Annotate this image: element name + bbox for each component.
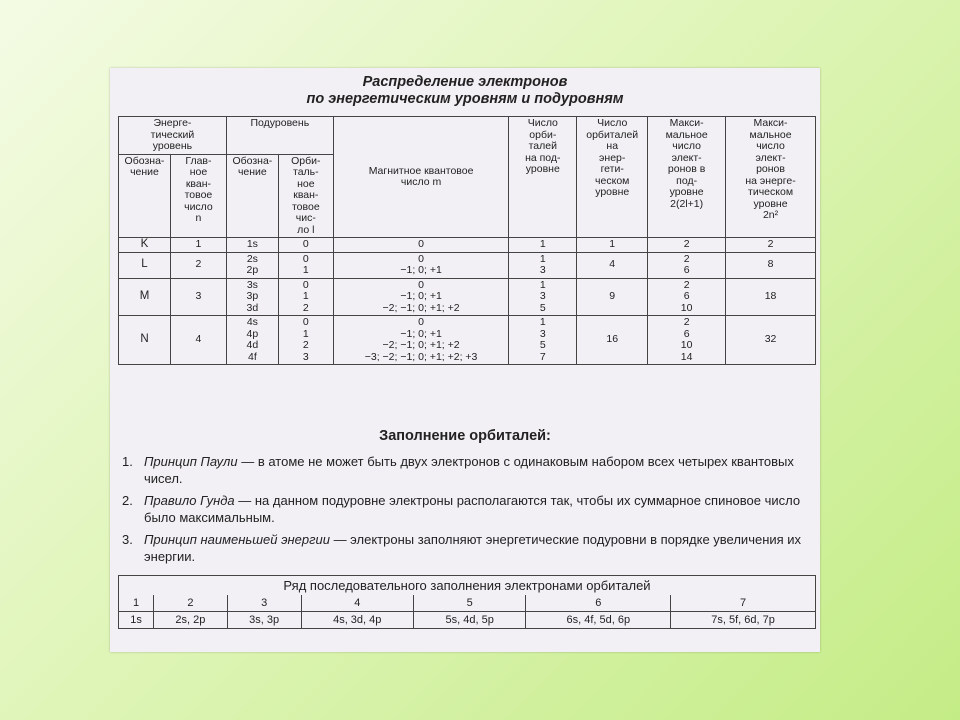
rule-item bbox=[122, 453, 816, 487]
title-line-1: Распределение электронов bbox=[362, 74, 568, 90]
sequence-value: 4s, 3d, 4p bbox=[301, 612, 413, 629]
header-line: уровне bbox=[595, 186, 630, 198]
header-principal-qn bbox=[170, 154, 226, 238]
cell-max-level: 32 bbox=[726, 316, 816, 365]
cell-orbitals-sublevel-value: 3 bbox=[539, 290, 546, 302]
cell-orbitals-level: 16 bbox=[577, 316, 648, 365]
header-line: число bbox=[184, 200, 213, 213]
header-line: число bbox=[672, 140, 701, 152]
cell-max-sublevel-value: 2 bbox=[683, 252, 690, 265]
cell-principal-qn: 2 bbox=[170, 252, 226, 278]
header-line: на энерге- bbox=[745, 174, 796, 187]
header-line: элект- bbox=[671, 151, 702, 164]
header-line: ло l bbox=[297, 223, 315, 236]
cell-sublevel bbox=[226, 316, 278, 365]
cell-orbital-qn-value: 0 bbox=[302, 316, 309, 328]
cell-magnetic-qn bbox=[333, 252, 509, 278]
cell-max-level: 2 bbox=[726, 238, 816, 253]
cell-orbital-qn bbox=[278, 316, 333, 365]
cell-sublevel-value: 4f bbox=[247, 350, 257, 363]
cell-sublevel-value: 3s bbox=[246, 278, 258, 291]
cell-max-sublevel-value: 6 bbox=[683, 290, 690, 302]
cell-orbitals-sublevel-value: 5 bbox=[539, 339, 546, 351]
header-line: 2(2l+1) bbox=[670, 197, 704, 210]
header-line: товое bbox=[184, 189, 213, 201]
header-line: Число bbox=[597, 117, 628, 129]
cell-orbital-qn-value: 0 bbox=[302, 238, 309, 250]
cell-principal-qn: 4 bbox=[170, 316, 226, 365]
header-designation bbox=[119, 154, 171, 238]
cell-orbital-qn-value: 3 bbox=[302, 350, 309, 363]
rule-description: — на данном подуровне электроны располагаются так, чтобы их суммарное спиновое число было максимальным. bbox=[144, 493, 801, 525]
header-orbital-qn bbox=[278, 154, 333, 238]
cell-orbitals-sublevel-value: 7 bbox=[539, 350, 546, 363]
cell-orbitals-sublevel bbox=[509, 316, 577, 365]
cell-orbitals-sublevel bbox=[509, 252, 577, 278]
table-body bbox=[119, 238, 816, 365]
header-line: энер- bbox=[599, 151, 626, 164]
header-line: ное bbox=[297, 177, 315, 190]
cell-orbital-qn-value: 0 bbox=[302, 252, 309, 265]
filling-sequence-table bbox=[118, 575, 816, 629]
header-line: таль- bbox=[293, 166, 319, 178]
table-row bbox=[119, 316, 816, 365]
header-orbitals-level bbox=[577, 117, 648, 238]
header-line: мальное bbox=[749, 128, 792, 141]
sequence-value: 7s, 5f, 6d, 7p bbox=[671, 612, 816, 629]
header-line: уровне bbox=[525, 163, 560, 175]
header-line: Обозна- bbox=[124, 154, 165, 167]
cell-max-sublevel-value: 6 bbox=[683, 327, 690, 340]
header-line: уровне bbox=[669, 186, 704, 198]
rule-description: — электроны заполняют энергетические подуровни в порядке увеличения их энергии. bbox=[144, 532, 802, 564]
sequence-numbers-row bbox=[119, 595, 816, 612]
cell-orbitals-sublevel-value: 1 bbox=[539, 252, 546, 265]
cell-sublevel bbox=[226, 238, 278, 253]
cell-orbital-qn-value: 1 bbox=[302, 264, 309, 276]
sequence-number: 7 bbox=[671, 595, 816, 612]
document-page bbox=[110, 68, 820, 652]
cell-orbitals-sublevel-value: 1 bbox=[539, 278, 546, 291]
cell-magnetic-qn-value: −1; 0; +1 bbox=[400, 290, 442, 302]
rule-number: 2. bbox=[122, 493, 133, 508]
header-line: Орби- bbox=[291, 154, 321, 167]
cell-max-sublevel-value: 10 bbox=[680, 301, 693, 314]
cell-sublevel-value: 4s bbox=[246, 316, 258, 328]
header-orbitals-sublevel bbox=[509, 117, 577, 238]
sequence-value: 2s, 2p bbox=[154, 612, 228, 629]
rule-text bbox=[144, 453, 816, 487]
cell-sublevel-value: 1s bbox=[246, 238, 258, 250]
cell-orbital-qn-value: 2 bbox=[302, 301, 309, 314]
cell-orbitals-level: 1 bbox=[577, 238, 648, 253]
header-line: n bbox=[195, 212, 202, 224]
header-line: на bbox=[606, 140, 619, 152]
cell-level: N bbox=[119, 316, 171, 365]
header-line: тическом bbox=[748, 186, 794, 198]
header-line: число m bbox=[400, 176, 442, 188]
cell-magnetic-qn-value: −1; 0; +1 bbox=[400, 264, 442, 276]
header-line: Энерге- bbox=[153, 117, 192, 129]
cell-max-sublevel bbox=[648, 252, 726, 278]
header-line: уровне bbox=[753, 197, 788, 210]
header-line: уровень bbox=[152, 140, 193, 152]
cell-orbital-qn-value: 2 bbox=[302, 339, 309, 351]
sequence-value: 5s, 4d, 5p bbox=[413, 612, 525, 629]
document-title bbox=[110, 74, 820, 108]
cell-orbitals-sublevel-value: 1 bbox=[539, 316, 546, 328]
cell-max-level: 8 bbox=[726, 252, 816, 278]
header-line: ронов bbox=[756, 163, 785, 175]
header-line: талей bbox=[528, 140, 557, 152]
cell-sublevel bbox=[226, 278, 278, 316]
cell-sublevel-value: 2p bbox=[246, 264, 259, 276]
header-line: Макси- bbox=[753, 117, 788, 129]
cell-sublevel-value: 3d bbox=[246, 301, 259, 314]
header-line: тический bbox=[150, 128, 195, 141]
header-line: ное bbox=[189, 166, 208, 178]
header-line: чис- bbox=[295, 212, 316, 224]
cell-orbitals-sublevel-value: 5 bbox=[539, 301, 546, 314]
rule-item bbox=[122, 531, 816, 565]
cell-max-sublevel-value: 14 bbox=[680, 350, 693, 363]
filling-title: Заполнение орбиталей: bbox=[379, 428, 551, 444]
cell-magnetic-qn-value: −2; −1; 0; +1; +2 bbox=[382, 301, 460, 314]
header-line: 2n² bbox=[762, 209, 779, 221]
header-magnetic-qn bbox=[333, 117, 509, 238]
sequence-number: 3 bbox=[227, 595, 301, 612]
cell-sublevel-value: 2s bbox=[246, 252, 258, 265]
rule-name: Правило Гунда bbox=[144, 493, 235, 508]
cell-magnetic-qn bbox=[333, 278, 509, 316]
header-line: кван- bbox=[185, 177, 212, 190]
header-line: число bbox=[756, 140, 785, 152]
title-line-2: по энергетическим уровням и подуровням bbox=[306, 91, 624, 107]
cell-principal-qn: 3 bbox=[170, 278, 226, 316]
header-line: орби- bbox=[529, 128, 557, 141]
header-line: под- bbox=[676, 174, 698, 187]
cell-sublevel-value: 3p bbox=[246, 290, 259, 302]
cell-orbitals-sublevel-value: 3 bbox=[539, 264, 546, 276]
rule-name: Принцип наименьшей энергии bbox=[144, 532, 330, 547]
cell-max-level: 18 bbox=[726, 278, 816, 316]
table-row bbox=[119, 252, 816, 278]
cell-max-sublevel-value: 2 bbox=[683, 278, 690, 291]
header-sublevel: Подуровень bbox=[226, 117, 333, 155]
cell-orbitals-sublevel bbox=[509, 278, 577, 316]
cell-magnetic-qn-value: 0 bbox=[418, 238, 424, 250]
cell-orbital-qn bbox=[278, 278, 333, 316]
cell-magnetic-qn bbox=[333, 238, 509, 253]
header-sub-designation bbox=[226, 154, 278, 238]
header-line: Число bbox=[527, 117, 558, 129]
header-line: на под- bbox=[525, 151, 561, 164]
cell-magnetic-qn-value: 0 bbox=[418, 316, 424, 328]
cell-orbital-qn-value: 0 bbox=[302, 278, 309, 291]
header-line: Макси- bbox=[669, 117, 704, 129]
header-line: кван- bbox=[293, 189, 319, 201]
sequence-title: Ряд последовательного заполнения электронами орбиталей bbox=[119, 576, 816, 596]
filling-rules bbox=[122, 453, 816, 570]
header-max-electrons-sublevel bbox=[648, 117, 726, 238]
rule-text bbox=[144, 531, 816, 565]
cell-sublevel-value: 4p bbox=[246, 327, 259, 340]
cell-orbitals-sublevel-value: 3 bbox=[539, 327, 546, 340]
sequence-number: 2 bbox=[154, 595, 228, 612]
cell-orbital-qn-value: 1 bbox=[302, 327, 309, 340]
cell-sublevel-value: 4d bbox=[246, 339, 259, 351]
rule-description: — в атоме не может быть двух электронов с одинаковым набором всех четырех квантовых чисел. bbox=[144, 454, 794, 486]
cell-principal-qn: 1 bbox=[170, 238, 226, 253]
table-row bbox=[119, 238, 816, 253]
header-energy-level bbox=[119, 117, 227, 155]
cell-magnetic-qn-value: 0 bbox=[418, 278, 424, 291]
cell-orbital-qn bbox=[278, 252, 333, 278]
sequence-value: 6s, 4f, 5d, 6p bbox=[526, 612, 671, 629]
cell-magnetic-qn-value: 0 bbox=[418, 252, 424, 265]
cell-level: L bbox=[119, 252, 171, 278]
rule-name: Принцип Паули bbox=[144, 454, 238, 469]
header-line: Обозна- bbox=[232, 154, 273, 167]
header-line: чение bbox=[237, 166, 267, 178]
sequence-number: 4 bbox=[301, 595, 413, 612]
rule-number: 3. bbox=[122, 532, 133, 547]
cell-magnetic-qn-value: −2; −1; 0; +1; +2 bbox=[382, 339, 460, 351]
cell-orbitals-level: 9 bbox=[577, 278, 648, 316]
header-max-electrons-level bbox=[726, 117, 816, 238]
sequence-number: 1 bbox=[119, 595, 154, 612]
table-row bbox=[119, 278, 816, 316]
header-line: Магнитное квантовое bbox=[368, 164, 474, 177]
cell-sublevel bbox=[226, 252, 278, 278]
cell-max-sublevel-value: 10 bbox=[680, 339, 693, 351]
cell-max-sublevel bbox=[648, 278, 726, 316]
cell-orbital-qn bbox=[278, 238, 333, 253]
cell-max-sublevel-value: 2 bbox=[683, 316, 690, 328]
cell-orbitals-level: 4 bbox=[577, 252, 648, 278]
header-line: гети- bbox=[600, 163, 624, 175]
rule-text bbox=[144, 492, 816, 526]
rule-item bbox=[122, 492, 816, 526]
cell-max-sublevel-value: 6 bbox=[683, 264, 690, 276]
cell-magnetic-qn-value: −3; −2; −1; 0; +1; +2; +3 bbox=[364, 350, 478, 363]
cell-orbitals-sublevel bbox=[509, 238, 577, 253]
sequence-values-row bbox=[119, 612, 816, 629]
cell-max-sublevel bbox=[648, 316, 726, 365]
sequence-value: 3s, 3p bbox=[227, 612, 301, 629]
header-line: товое bbox=[291, 200, 320, 213]
cell-orbital-qn-value: 1 bbox=[302, 290, 309, 302]
cell-level: K bbox=[119, 238, 171, 253]
header-line: орбиталей bbox=[586, 128, 639, 141]
header-line: чение bbox=[130, 166, 159, 178]
sequence-number: 6 bbox=[526, 595, 671, 612]
cell-magnetic-qn bbox=[333, 316, 509, 365]
cell-level: M bbox=[119, 278, 171, 316]
header-line: мальное bbox=[665, 128, 708, 141]
cell-magnetic-qn-value: −1; 0; +1 bbox=[400, 327, 442, 340]
header-line: ческом bbox=[595, 174, 630, 187]
sequence-number: 5 bbox=[413, 595, 525, 612]
cell-max-sublevel bbox=[648, 238, 726, 253]
electron-distribution-table bbox=[118, 116, 816, 365]
header-line: Глав- bbox=[185, 154, 212, 167]
header-line: элект- bbox=[755, 151, 786, 164]
sequence-value: 1s bbox=[119, 612, 154, 629]
cell-orbitals-sublevel-value: 1 bbox=[539, 238, 546, 250]
cell-max-sublevel-value: 2 bbox=[683, 238, 690, 250]
rule-number: 1. bbox=[122, 454, 133, 469]
header-line: ронов в bbox=[667, 163, 706, 175]
